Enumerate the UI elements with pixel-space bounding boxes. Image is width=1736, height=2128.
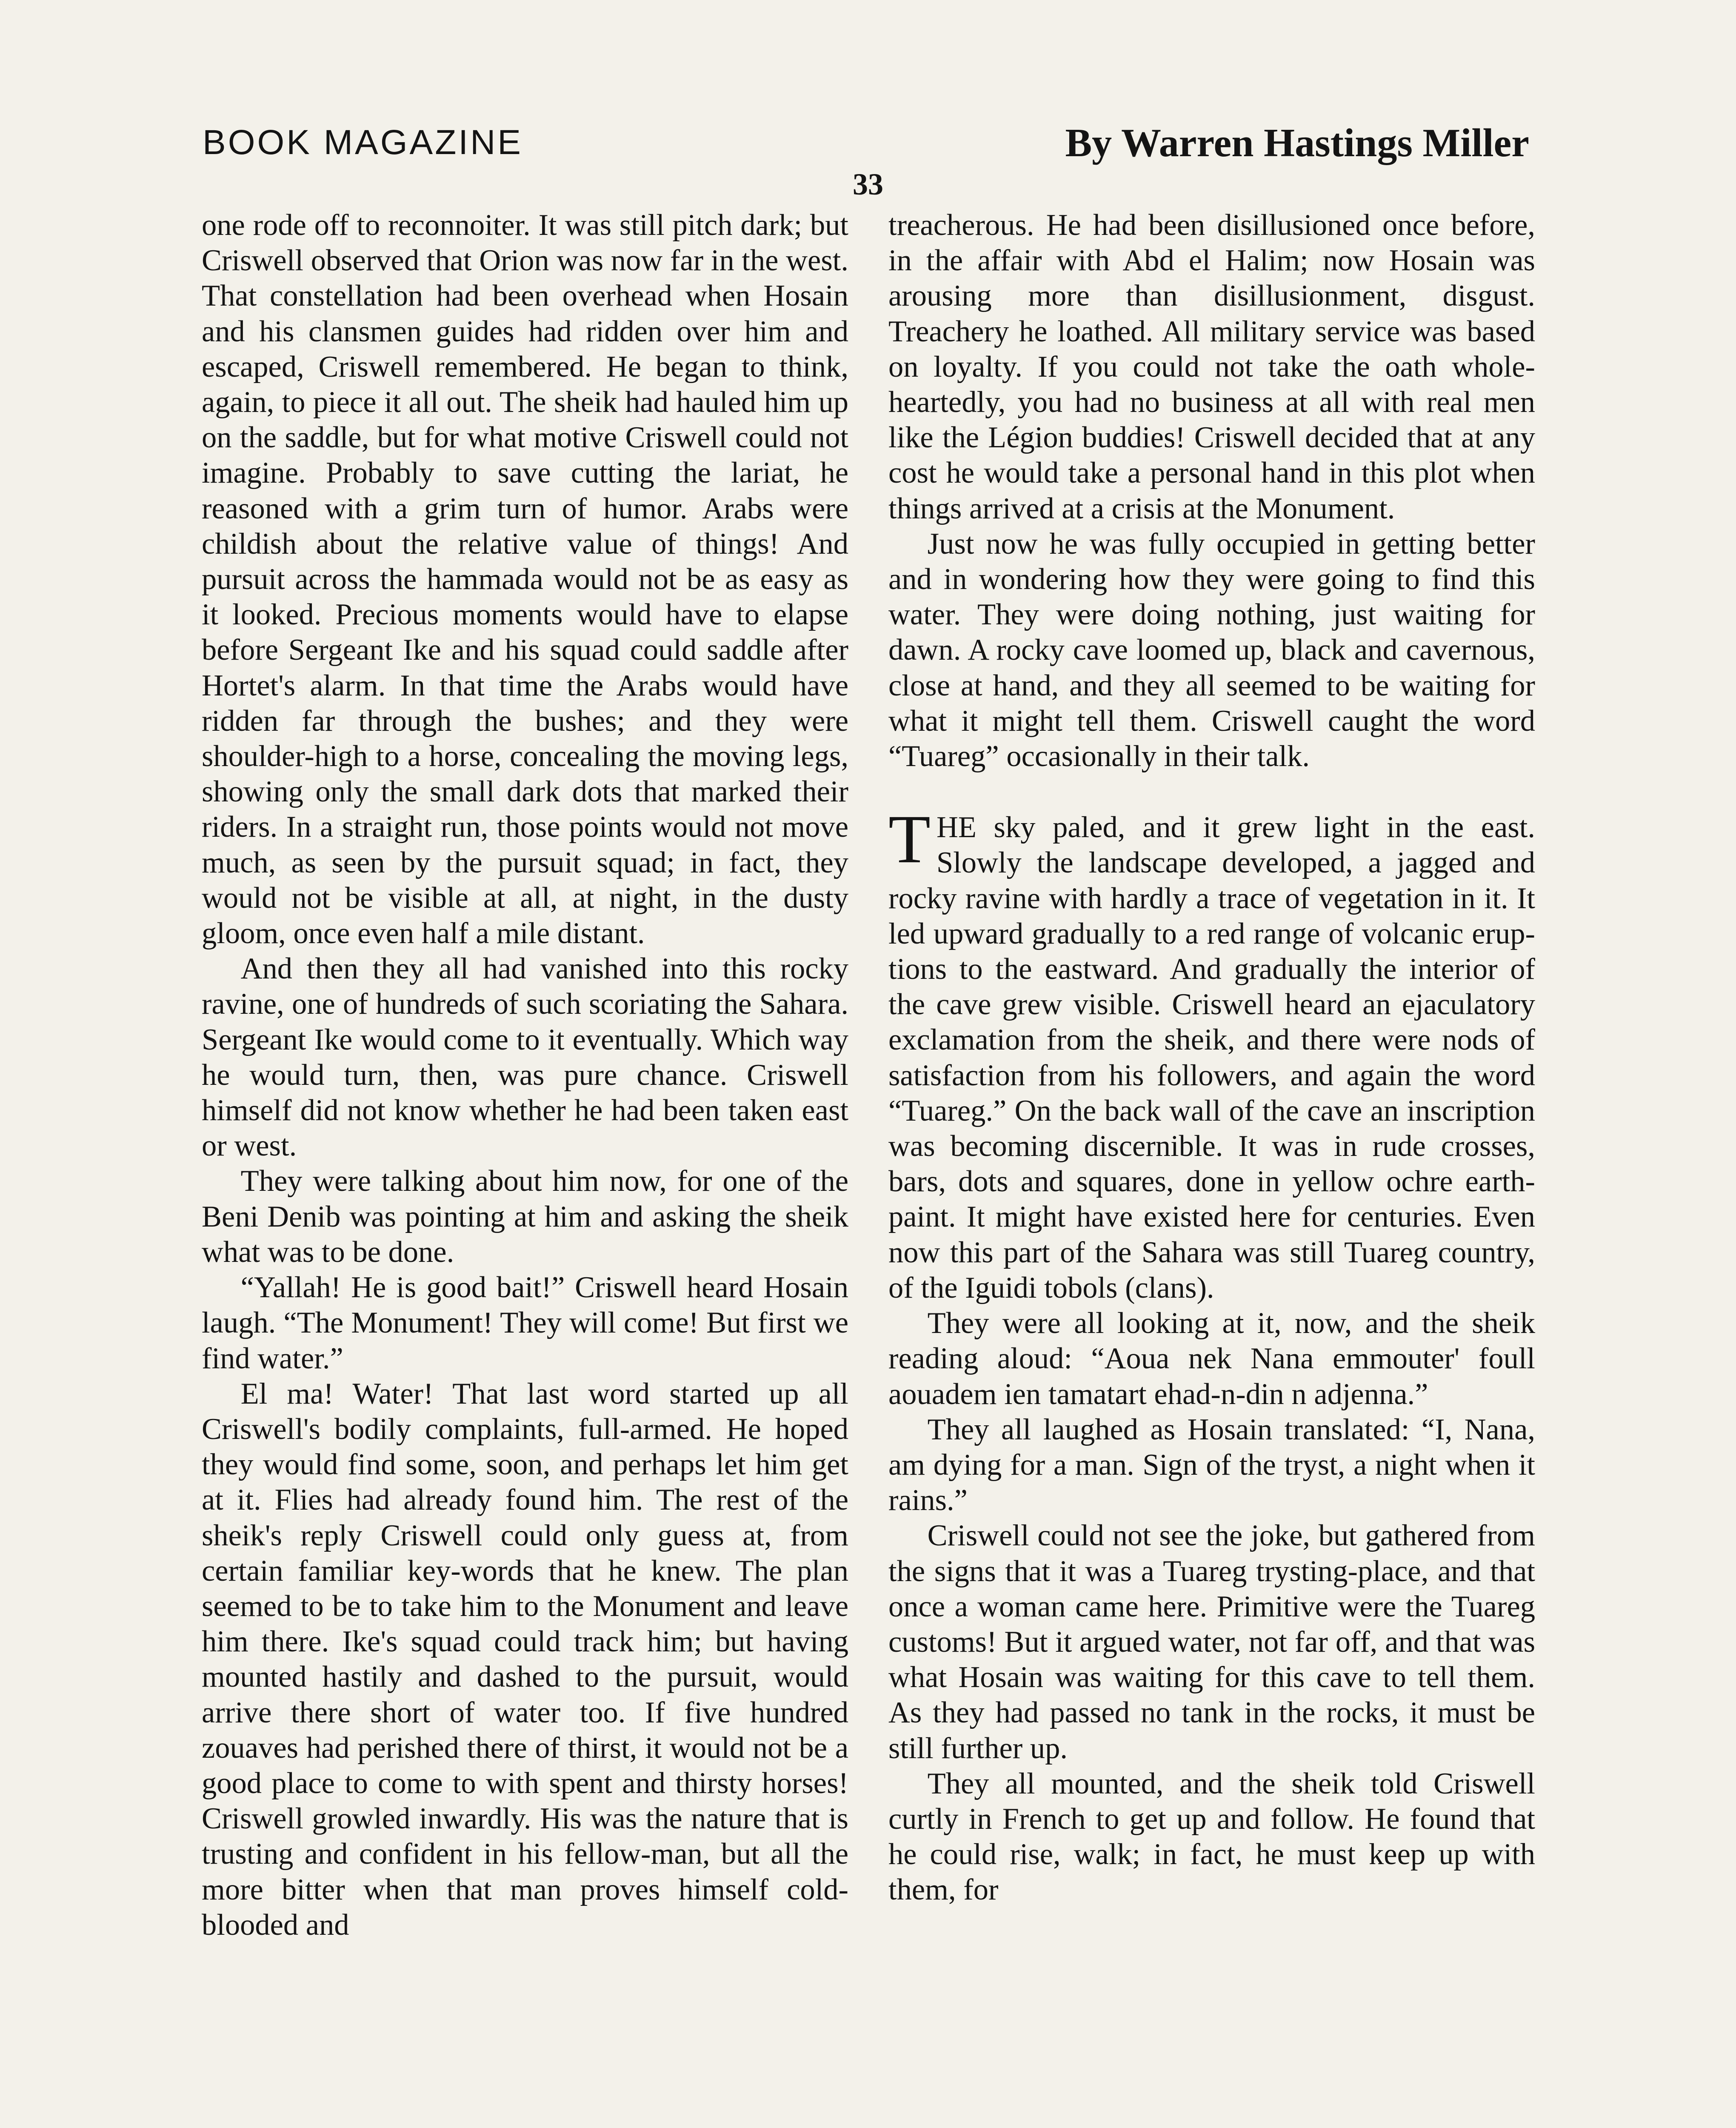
paragraph: They were talking about him now, for one of the Beni Denib was pointing at him and asking the sheik what was to be done. [202, 1164, 848, 1269]
paragraph: Criswell could not see the joke, but gathered from the signs that it was a Tuareg trysting-place, and that once a woman came here. Primitive were the Tuareg customs! But it argued water, not far off, and that was what Hosain was waiting for this cave to tell them. As they had passed no tank in the rocks, it must be still further up. [888, 1519, 1535, 1765]
right-text-column [888, 208, 1535, 1908]
paragraph: treacherous. He had been disillusioned once before, in the affair with Abd el Halim; now Hosain was arousing more than disillusionment, disgust. Treachery he loathed. All military service was based on loyalty. If you could not take the oath whole-heartedly, you had no business at all with real men like the Légion buddies! Criswell decided that at any cost he would take a personal hand in this plot when things arrived at a crisis at the Monument. [888, 209, 1535, 525]
paragraph: They all mounted, and the sheik told Criswell curtly in French to get up and follow. He found that he could rise, walk; in fact, he must keep up with them, for [888, 1767, 1535, 1907]
paragraph: Just now he was fully occupied in getting better and in wondering how they were going to find this water. They were doing nothing, just waiting for dawn. A rocky cave loomed up, black and cavernous, close at hand, and they all seemed to be waiting for what it might tell them. Criswell caught the word “Tuareg” occasionally in their talk. [888, 527, 1535, 773]
drop-cap: T [888, 801, 931, 878]
section-start-paragraph [888, 801, 1535, 1306]
paragraph: They were all looking at it, now, and the sheik reading aloud: “Aoua nek Nana emmouter' foull aouadem ien tamatart ehad-n-din n adjenna.” [888, 1307, 1535, 1411]
page-number: 33 [853, 167, 883, 201]
paragraph: “Yallah! He is good bait!” Criswell heard Hosain laugh. “The Monument! They will come! But first we find water.” [202, 1271, 848, 1375]
paragraph: And then they all had vanished into this rocky ravine, one of hundreds of such scoriating the Sahara. Sergeant Ike would come to it eventually. Which way he would turn, then, was pure chance. Criswell himself did not know whether he had been taken east or west. [202, 952, 848, 1163]
paragraph-text: HE sky paled, and it grew light in the east. Slowly the landscape developed, a jagged and rocky ravine with hardly a trace of vegetation in it. It led upward gradually to a red range of volcanic eruptions to the eastward. And gradually the interior of the cave grew visible. Criswell heard an ejaculatory exclamation from the sheik, and there were nods of satisfaction from his followers, and again the word “Tuareg.” On the back wall of the cave an inscription was becoming discernible. It was in rude crosses, bars, dots and squares, done in yellow ochre earth-paint. It might have existed here for centuries. Even now this part of the Sahara was still Tuareg country, of the Iguidi tobols (clans). [888, 811, 1535, 1304]
paragraph: one rode off to reconnoiter. It was still pitch dark; but Criswell observed that Orion was now far in the west. That constellation had been overhead when Hosain and his clansmen guides had ridden over him and escaped, Criswell remembered. He began to think, again, to piece it all out. The sheik had hauled him up on the saddle, but for what motive Criswell could not imagine. Probably to save cutting the lariat, he reasoned with a grim turn of humor. Arabs were childish about the relative value of things! And pursuit across the hammada would not be as easy as it looked. Precious moments would have to elapse before Sergeant Ike and his squad could saddle after Hortet's alarm. In that time the Arabs would have ridden far through the bushes; and they were shoulder-high to a horse, concealing the moving legs, showing only the small dark dots that marked their riders. In a straight run, those points would not move much, as seen by the pursuit squad; in fact, they would not be visible at all, at night, in the dusty gloom, once even half a mile distant. [202, 209, 848, 950]
paragraph: El ma! Water! That last word started up all Criswell's bodily complaints, full-armed. He hoped they would find some, soon, and perhaps let him get at it. Flies had already found him. The rest of the sheik's reply Criswell could only guess at, from certain familiar key-words that he knew. The plan seemed to be to take him to the Monument and leave him there. Ike's squad could track him; but having mounted hastily and dashed to the pursuit, would arrive there short of water too. If five hundred zouaves had perished there of thirst, it would not be a good place to come to with spent and thirsty horses! Criswell growled inwardly. His was the nature that is trusting and confident in his fellow-man, but all the more bitter when that man proves himself cold-blooded and [202, 1377, 848, 1942]
magazine-title: BOOK MAGAZINE [203, 123, 523, 162]
paragraph: They all laughed as Hosain translated: “I, Nana, am dying for a man. Sign of the tryst, a night when it rains.” [888, 1413, 1535, 1517]
left-text-column [202, 208, 848, 1943]
author-byline: By Warren Hastings Miller [1065, 121, 1529, 165]
